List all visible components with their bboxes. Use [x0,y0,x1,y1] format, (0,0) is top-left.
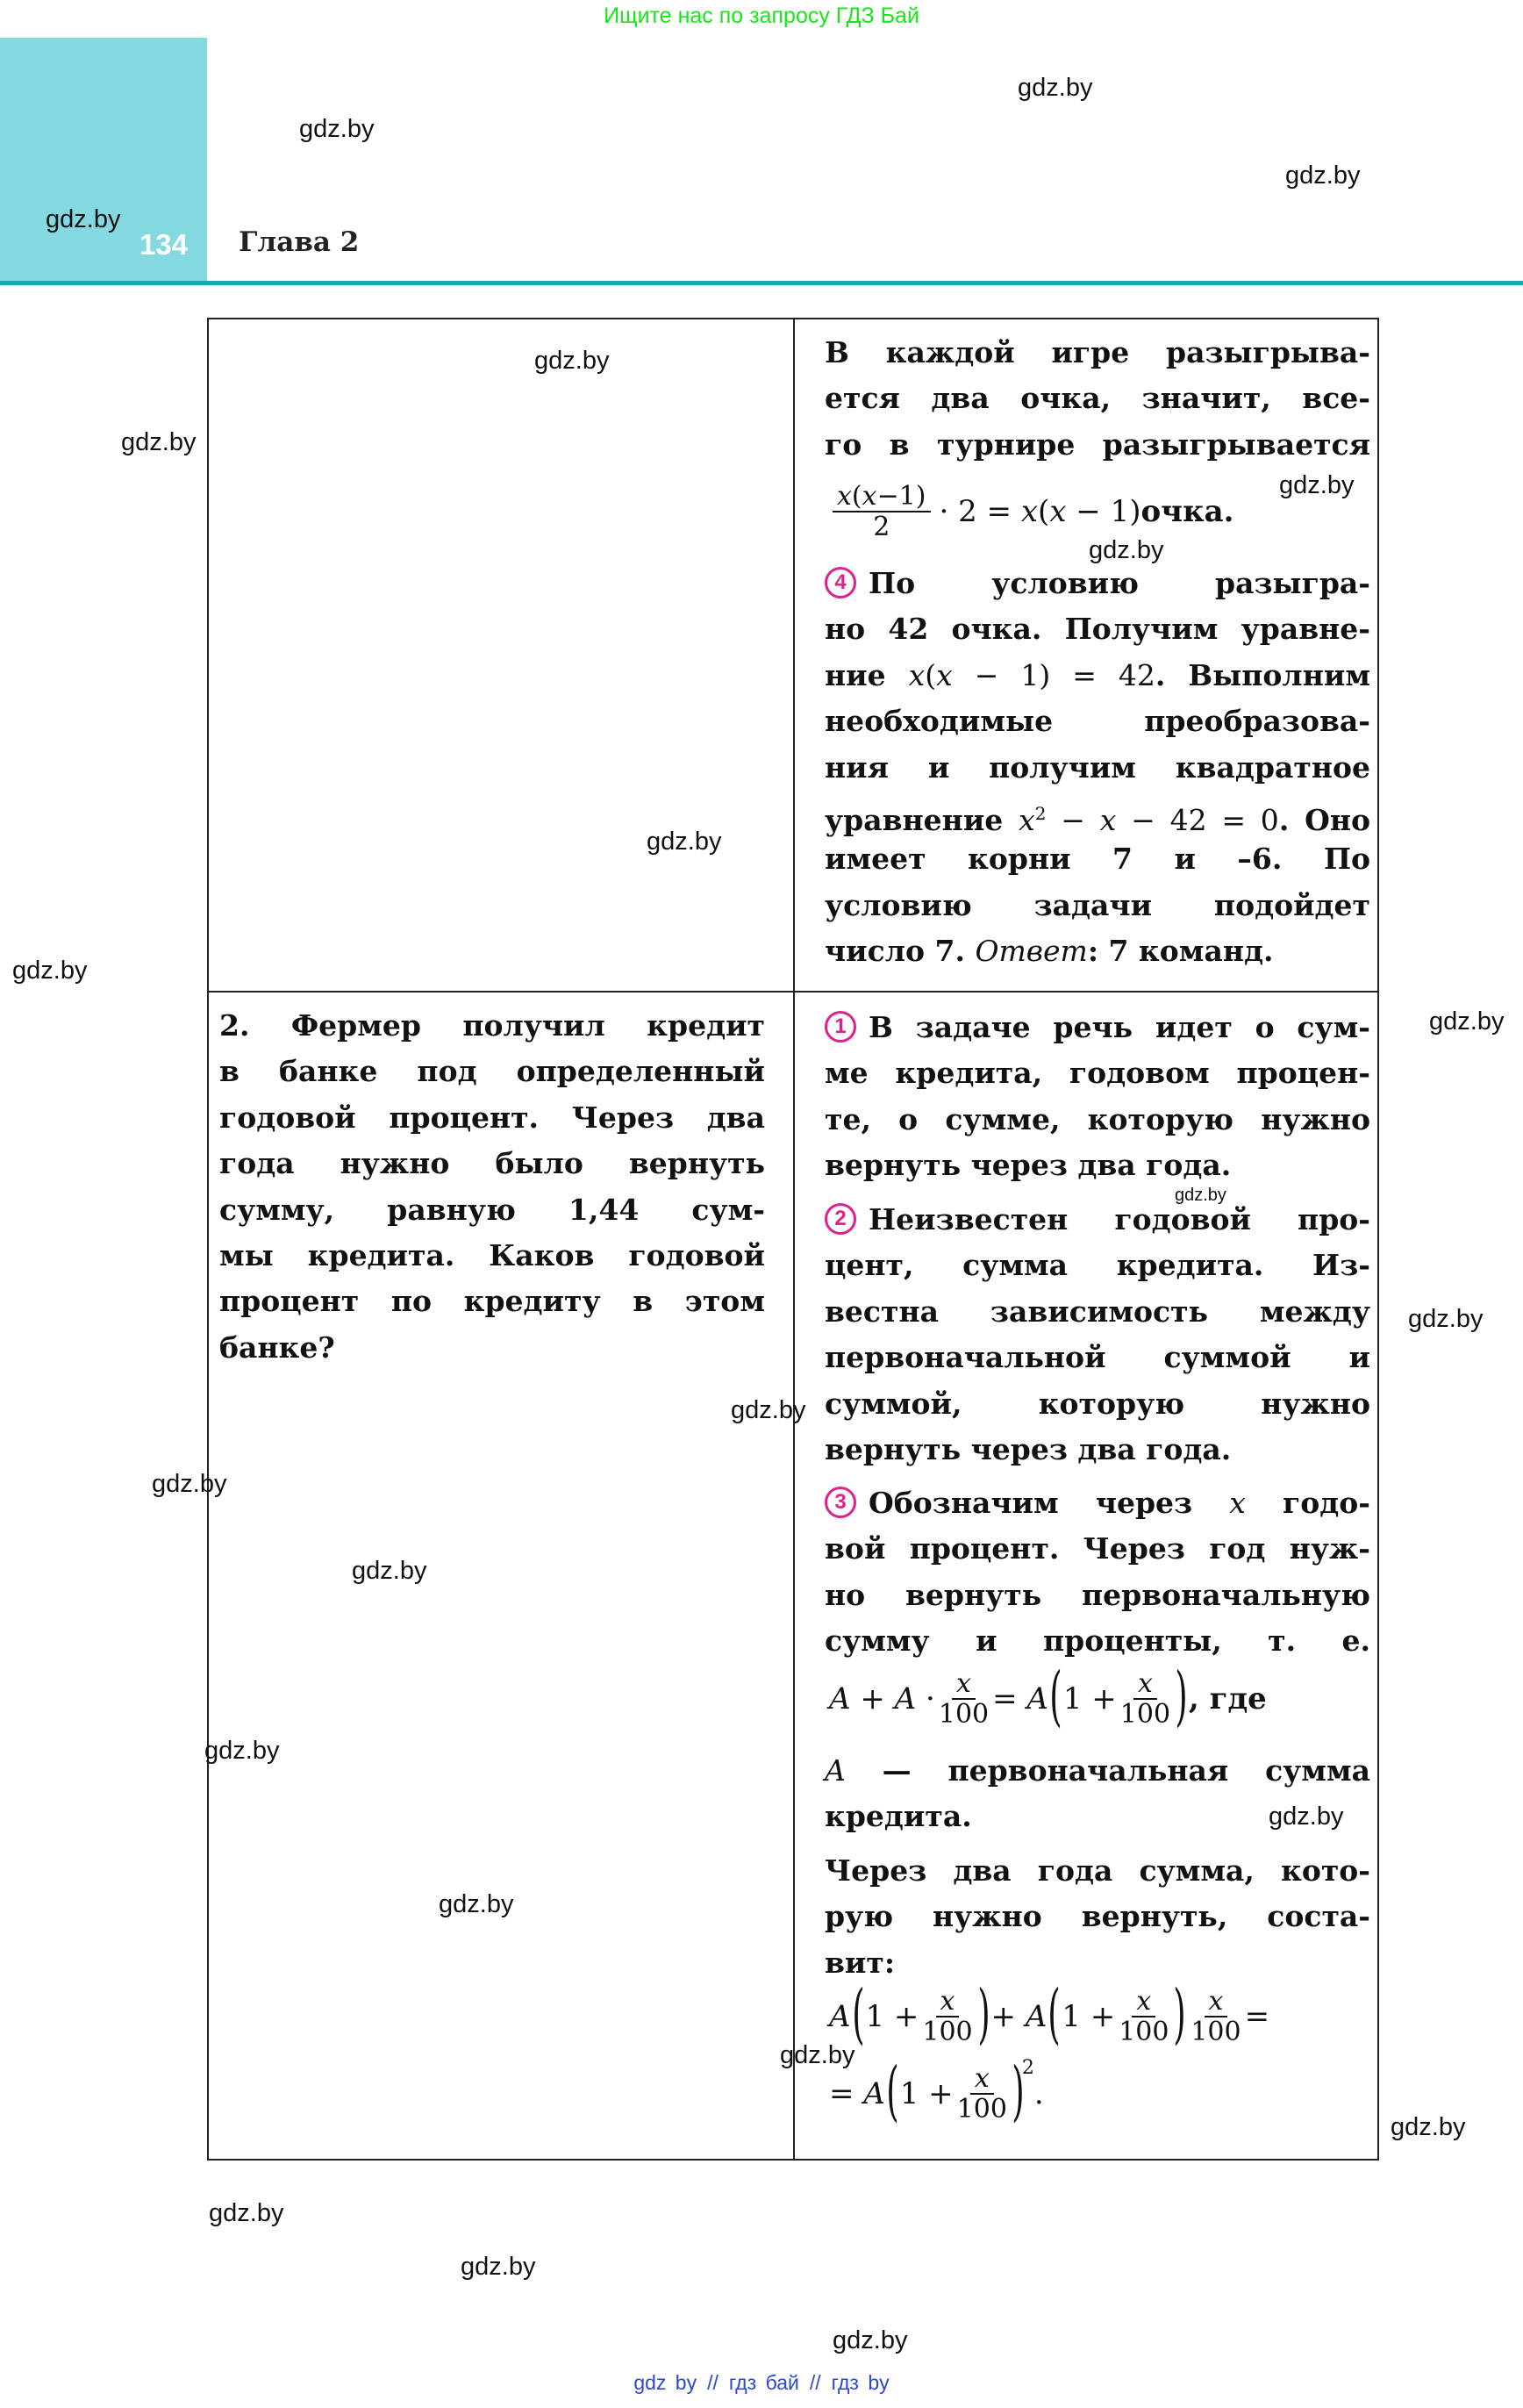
watermark: gdz.by [1429,1007,1505,1036]
text-line: ется два очка, значит, все- [825,381,1370,416]
text-line: вит: [825,1945,896,1980]
text-line: ме кредита, годовом процен- [825,1056,1370,1091]
text-line: 3 Обозначим через x годо- [825,1480,1370,1526]
watermark: gdz.by [1285,161,1361,190]
watermark: gdz.by [121,428,197,456]
text-line: ние x(x − 1) = 42. Выполним [825,657,1370,692]
watermark: gdz.by [12,957,88,985]
watermark: gdz.by [1279,471,1355,499]
table-divider-horizontal [207,991,1379,993]
text-line: вернуть через два года. [825,1148,1232,1183]
search-notice: Ищите нас по запросу ГДЗ Бай [604,4,919,28]
text-line: те, о сумме, которую нужно [825,1101,1370,1136]
watermark: gdz.by [1269,1802,1344,1831]
text-line: 2 Неизвестен годовой про- [825,1197,1370,1243]
text-line: но 42 очка. Получим уравне- [825,612,1370,647]
watermark: gdz.by [299,115,375,143]
step-badge: 3 [825,1487,856,1518]
step-badge: 4 [825,567,856,598]
text-line: банке? [219,1329,335,1365]
text-line: вестна зависимость между [825,1294,1370,1329]
footer-link[interactable]: гдз бай [728,2371,799,2394]
problem-number: 2. [219,1008,250,1043]
text-line: кредита. [825,1799,972,1834]
footer-links: gdz by // гдз бай // гдз by [633,2371,890,2394]
text-line: сумму, равную 1,44 сум- [219,1192,765,1227]
fraction: $\frac{x}{100}$ [1119,1986,1169,2047]
step-4 [825,561,1370,975]
answer-label: Ответ [975,934,1088,969]
fraction: $\frac{x}{100}$ [922,1986,973,2047]
text-line: сумму и проценты, т. е. [825,1623,1370,1659]
step-1 [825,1005,1370,1189]
chapter-title: Глава 2 [239,226,360,258]
step-badge: 1 [825,1011,856,1043]
fraction: $\frac{x}{100}$ [938,1668,990,1730]
text-line: число 7. Ответ: 7 команд. [825,934,1274,969]
watermark: gdz.by [461,2253,536,2281]
text-line: суммой, которую нужно [825,1386,1370,1421]
text-line: необходимые преобразова- [825,704,1370,739]
footer-link[interactable]: gdz by [633,2371,697,2394]
text-line: го в турнире разыгрывается [825,426,1370,462]
text-line: цент, сумма кредита. Из- [825,1248,1370,1283]
text-line: вой процент. Через год нуж- [825,1531,1370,1566]
text-line: 4 По условию разыгра- [825,561,1370,606]
watermark: gdz.by [1089,536,1164,564]
step-badge: 2 [825,1203,856,1235]
watermark: gdz.by [209,2199,284,2227]
text-line: уравнение $x^2 - x - 42 = 0$. Оно [825,802,1371,837]
two-years-text [825,1848,1370,1986]
text-line: первоначальной суммой и [825,1340,1370,1375]
watermark: gdz.by [647,828,722,856]
text-line: мы кредита. Каков годовой [219,1237,765,1272]
watermark: gdz.by [152,1470,227,1498]
watermark: gdz.by [1175,1186,1226,1205]
formula-result: = A ( 1 + $\frac{x}{100}$ ) 2 . [829,2053,1044,2129]
text-line: годовой процент. Через два [219,1100,765,1135]
text-line: имеет корни 7 и –6. По [825,842,1370,877]
table-divider-vertical [793,318,795,2161]
text-line: условию задачи подойдет [825,887,1370,922]
watermark: gdz.by [439,1890,514,1918]
watermark: gdz.by [780,2041,855,2069]
step-3 [825,1480,1370,1665]
watermark: gdz.by [46,205,121,233]
header-rule [0,281,1523,285]
text-line: в банке под определенный [219,1054,765,1089]
text-line: вернуть через два года. [825,1431,1232,1466]
watermark: gdz.by [534,347,610,375]
text-line: но вернуть первоначальную [825,1577,1370,1612]
formula-one-year: A + A · $\frac{x}{100}$ = A ( 1 + $\frac{x}{100}$ ) , где [829,1659,1267,1734]
top-right-text [825,330,1370,468]
text-line: 2. Фермер получил кредит [219,1008,765,1043]
step-2 [825,1197,1370,1473]
text-line: В каждой игре разыгрыва- [825,335,1370,369]
text-line: процент по кредиту в этом [219,1284,765,1319]
page-number: 134 [139,228,188,261]
text-line: Через два года сумма, кото- [825,1853,1370,1888]
text-line: ния и получим квадратное [825,749,1370,785]
watermark: gdz.by [1391,2113,1466,2141]
watermark: gdz.by [204,1737,280,1765]
watermark: gdz.by [1408,1305,1484,1333]
fraction: $\frac{x}{100}$ [1119,1668,1171,1730]
watermark: gdz.by [352,1557,427,1585]
text-line: 1 В задаче речь идет о сум- [825,1005,1370,1050]
fraction: $\frac{x}{100}$ [956,2063,1007,2125]
problem-2 [219,1003,765,1371]
formula-points: $\frac{x(x-1)}{2}$ · 2 = x(x − 1) очка. [829,475,1233,548]
watermark: gdz.by [1018,74,1093,102]
text-line: A — первоначальная сумма [825,1753,1370,1788]
footer-link[interactable]: гдз by [831,2371,890,2394]
fraction: $\frac{x}{100}$ [1191,1986,1241,2047]
watermark: gdz.by [833,2326,908,2354]
formula-two-years: A ( 1 + $\frac{x}{100}$ ) + A ( 1 + $\frac{x}{100}$ ) $\frac{x}{100}$ = [829,1976,1270,2052]
fraction: $\frac{x(x-1)}{2}$ [833,482,931,541]
text-line: рую нужно вернуть, соста- [825,1899,1370,1934]
text-line: года нужно было вернуть [219,1146,765,1181]
watermark: gdz.by [731,1396,806,1424]
